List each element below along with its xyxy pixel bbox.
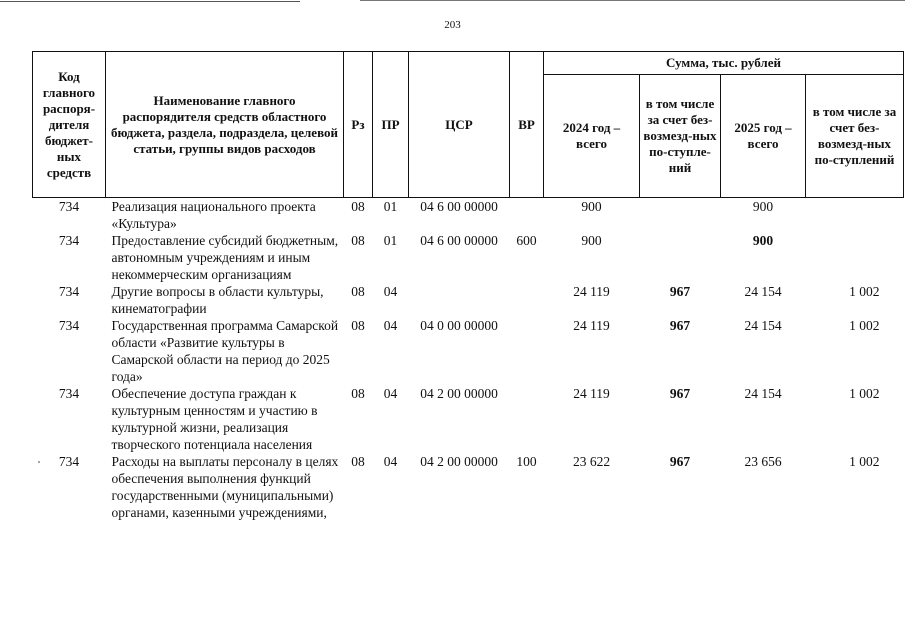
cell-2025-gratis	[806, 198, 904, 233]
cell-pr: 01	[383, 233, 398, 248]
cell-2024-total: 24 119	[573, 386, 610, 401]
table-row	[33, 317, 904, 385]
cell-pr: 04	[383, 318, 398, 333]
cell-2024-gratis: 967	[669, 386, 691, 401]
cell-csr: 04 2 00 00000	[420, 386, 498, 401]
cell-csr: 04 0 00 00000	[420, 318, 498, 333]
cell-code: 734	[58, 454, 80, 469]
cell-2025-gratis: 1 002	[849, 284, 880, 299]
cell-2025-total: 24 154	[744, 386, 782, 401]
cell-2025-total: 24 154	[744, 318, 782, 333]
table-row	[33, 385, 904, 453]
table-row	[33, 232, 904, 283]
cell-2025-gratis	[806, 232, 904, 283]
cell-code: 734	[58, 233, 80, 248]
cell-2024-gratis: 967	[669, 454, 691, 469]
cell-rz: 08	[351, 454, 365, 469]
cell-name: Другие вопросы в области культуры, кинематографии	[111, 284, 324, 316]
cell-2025-total: 23 656	[744, 454, 782, 469]
table-row	[33, 198, 904, 233]
cell-name: Государственная программа Самарской области «Развитие культуры в Самарской области на период до 2025 года»	[111, 318, 339, 384]
budget-table-container	[32, 51, 903, 521]
cell-2024-total: 24 119	[573, 318, 610, 333]
page-number: 203	[444, 19, 461, 31]
cell-name: Обеспечение доступа граждан к культурным ценностям и участию в культурной жизни, реализация творческого потенциала населения	[111, 386, 318, 452]
cell-pr: 04	[383, 386, 398, 401]
cell-2024-total: 900	[581, 233, 602, 248]
cell-rz: 08	[351, 318, 365, 333]
cell-code: 734	[58, 199, 80, 214]
cell-vr	[510, 198, 544, 233]
cell-code: 734	[58, 386, 80, 401]
cell-2024-total: 24 119	[573, 284, 610, 299]
table-row	[33, 283, 904, 317]
header-2024-gratis: в том числе за счет без-возмезд-ных по-ступле-ний	[640, 75, 721, 198]
cell-csr	[409, 283, 510, 317]
header-code: Код главного распоря-дителя бюджет-ных средств	[33, 52, 106, 198]
cell-vr	[510, 317, 544, 385]
cell-vr	[510, 385, 544, 453]
cell-csr: 04 2 00 00000	[420, 454, 498, 469]
cell-2024-gratis	[640, 232, 721, 283]
cell-2024-gratis: 967	[669, 284, 691, 299]
cell-name: Предоставление субсидий бюджетным, автономным учреждениям и иным некоммерческим организациям	[111, 233, 339, 282]
header-pr: ПР	[373, 52, 409, 198]
cell-vr	[510, 283, 544, 317]
cell-code: 734	[58, 318, 80, 333]
cell-2024-gratis	[640, 198, 721, 233]
cell-2025-gratis: 1 002	[849, 454, 880, 469]
header-2024-total: 2024 год – всего	[544, 75, 640, 198]
header-2025-gratis: в том числе за счет без-возмезд-ных по-ступлений	[806, 75, 904, 198]
cell-code: 734	[58, 284, 80, 299]
cell-rz: 08	[351, 199, 365, 214]
table-body	[33, 198, 904, 522]
cell-pr: 04	[383, 454, 398, 469]
scan-top-edge	[0, 0, 905, 4]
cell-2025-gratis: 1 002	[849, 318, 880, 333]
cell-name: Расходы на выплаты персоналу в целях обеспечения выполнения функций государственными (муниципальными) органами, казенными учреждениями,	[111, 454, 339, 520]
cell-pr: 04	[383, 284, 398, 299]
cell-pr: 01	[383, 199, 398, 214]
cell-vr: 600	[516, 233, 537, 248]
header-vr: ВР	[510, 52, 544, 198]
scan-speck	[38, 461, 40, 463]
table-row	[33, 453, 904, 521]
cell-2024-gratis: 967	[669, 318, 691, 333]
cell-rz: 08	[351, 284, 365, 299]
cell-2025-gratis: 1 002	[849, 386, 880, 401]
cell-2025-total: 900	[752, 233, 774, 248]
header-name: Наименование главного распорядителя средств областного бюджета, раздела, подраздела, целевой статьи, группы видов расходов	[106, 52, 344, 198]
cell-name: Реализация национального проекта «Культура»	[111, 199, 316, 231]
header-sum-group: Сумма, тыс. рублей	[544, 52, 904, 75]
cell-vr: 100	[516, 454, 537, 469]
scan-line	[0, 1, 300, 2]
header-rz: Рз	[344, 52, 373, 198]
cell-csr: 04 6 00 00000	[420, 233, 498, 248]
budget-table	[32, 51, 904, 521]
scan-line	[360, 0, 905, 1]
cell-2025-total: 24 154	[744, 284, 782, 299]
cell-rz: 08	[351, 386, 365, 401]
header-2025-total: 2025 год – всего	[721, 75, 806, 198]
cell-2025-total: 900	[752, 199, 774, 214]
cell-2024-total: 23 622	[572, 454, 611, 469]
cell-rz: 08	[351, 233, 365, 248]
cell-csr: 04 6 00 00000	[420, 199, 498, 214]
cell-2024-total: 900	[581, 199, 602, 214]
header-csr: ЦСР	[409, 52, 510, 198]
